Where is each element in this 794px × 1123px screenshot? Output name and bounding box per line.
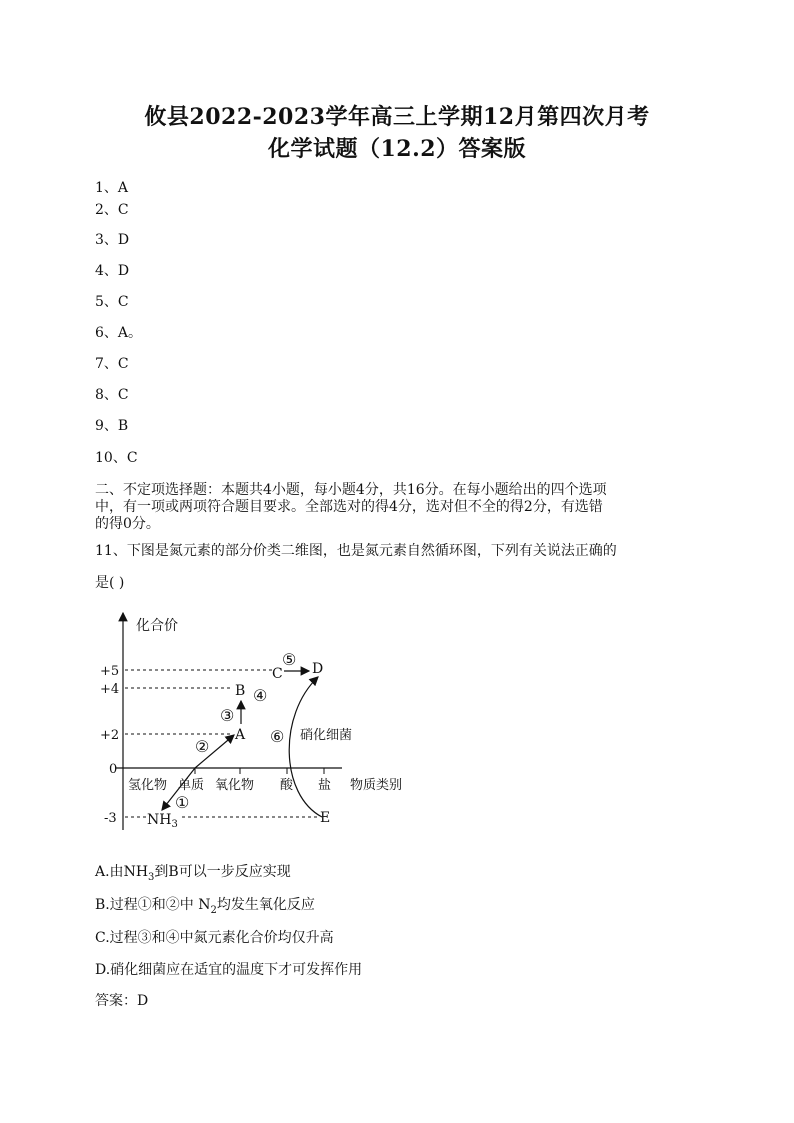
point-label-b: B [235,683,246,699]
step-label: ① [175,793,190,812]
y-tick: +5 [100,664,120,679]
answer-item: 1、A [95,180,129,196]
point-label-e: E [320,810,331,826]
answer-item: 6、A。 [95,325,143,341]
option-b: B.过程①和②中 $N_2$均发生氧化反应 [95,897,315,916]
step-label: ⑥ [270,727,285,746]
section2-intro-line3: 的得0分。 [95,516,160,532]
step-label: ④ [253,686,268,705]
x-axis-label: 物质类别 [350,778,403,793]
x-category: 氢化物 [128,778,168,793]
arrow-step-6 [289,677,322,817]
y-axis-label: 化合价 [136,618,178,634]
answer-line: 答案：D [95,993,149,1009]
x-category: 单质 [178,778,205,793]
answer-item: 2、C [95,202,129,218]
answer-item: 5、C [95,294,129,310]
option-d: D.硝化细菌应在适宜的温度下才可发挥作用 [95,962,363,978]
question11-stem-line2: 是( ) [95,575,125,591]
section2-intro-line2: 中，有一项或两项符合题目要求。全部选对的得4分，选对但不全的得2分，有选错 [95,499,603,515]
point-label-a: A [235,727,246,743]
answer-item: 9、B [95,418,129,434]
section2-intro-line1: 二、不定项选择题：本题共4小题，每小题4分，共16分。在每小题给出的四个选项 [95,482,607,498]
y-tick: +4 [100,682,120,697]
answer-item: 3、D [95,232,130,248]
bacteria-label: 硝化细菌 [300,728,353,743]
answer-item: 8、C [95,387,129,403]
x-category: 氧化物 [215,778,255,793]
point-label-nh3: $NH_3$ [147,812,178,830]
document-title-line1: 攸县2022-2023学年高三上学期12月第四次月考 [144,104,650,130]
option-c: C.过程③和④中氮元素化合价均仅升高 [95,930,334,946]
y-tick: 0 [109,762,118,777]
point-label-d: D [312,661,324,677]
answer-item: 7、C [95,356,129,372]
document-title-line2: 化学试题（12.2）答案版 [267,136,527,162]
step-label: ③ [220,706,235,725]
x-category: 盐 [318,778,332,793]
step-label: ② [195,737,210,756]
point-label-c: C [272,666,283,682]
y-tick: +2 [100,728,120,743]
y-tick: -3 [104,811,117,826]
question11-stem-line1: 11、下图是氮元素的部分价类二维图，也是氮元素自然循环图，下列有关说法正确的 [95,543,617,559]
step-label: ⑤ [282,650,297,669]
option-a: A.由$NH_3$到B可以一步反应实现 [95,864,291,883]
answer-item: 10、C [95,450,138,466]
x-category: 酸 [280,778,294,793]
answer-item: 4、D [95,263,130,279]
nitrogen-valence-diagram [100,605,430,835]
